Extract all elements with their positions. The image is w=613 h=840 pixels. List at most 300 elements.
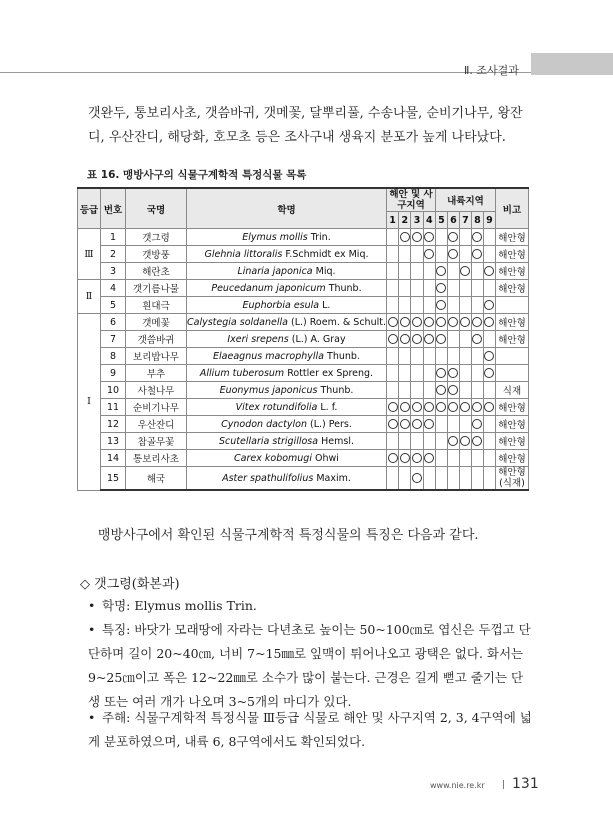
region-cell bbox=[459, 382, 471, 399]
presence-circle-icon bbox=[436, 300, 446, 310]
scientific-name-cell bbox=[187, 382, 387, 399]
bullet-text: 특징: 바닷가 모래땅에 자라는 다년초로 높이는 50~100㎝로 엽신은 두껍고 단단하며 길이 20~40㎝, 너비 7~15㎜로 잎맥이 튀어나오고 광택은 없다. 화서는 9~25㎝이고 폭은 12~22㎜로 소수가 많이 붙는다. 근경은 길게 뻗고 줄기는 단생 또는 여러 개가 나오며 3~5개의 마디가 있다. bbox=[88, 622, 531, 709]
species-authority: F.Schmidt ex Miq. bbox=[285, 248, 369, 260]
species-authority: Maxim. bbox=[316, 472, 351, 484]
region-cell bbox=[399, 467, 411, 491]
region-cell bbox=[423, 229, 435, 246]
species-authority: L. bbox=[322, 299, 331, 311]
region-cell bbox=[423, 280, 435, 297]
bullet-text: 주해: 식물구계학적 특정식물 Ⅲ등급 식물로 해안 및 사구지역 2, 3, 4구역에 넓게 분포하였으며, 내륙 6, 8구역에서도 확인되었다. bbox=[88, 710, 532, 749]
presence-circle-icon bbox=[448, 385, 458, 395]
region-cell bbox=[411, 314, 423, 331]
region-cell bbox=[447, 314, 459, 331]
note-cell bbox=[495, 365, 528, 382]
species-name: Aster spathulifolius bbox=[222, 472, 314, 484]
presence-circle-icon bbox=[472, 334, 482, 344]
note-cell: 해안형 bbox=[495, 433, 528, 450]
number-cell: 7 bbox=[101, 331, 126, 348]
region-cell bbox=[459, 467, 471, 491]
region-cell bbox=[399, 297, 411, 314]
scientific-name-cell bbox=[187, 416, 387, 433]
number-cell: 5 bbox=[101, 297, 126, 314]
number-cell: 11 bbox=[101, 399, 126, 416]
region-cell bbox=[411, 382, 423, 399]
scientific-name-cell bbox=[187, 467, 387, 491]
korean-name-cell: 참골무꽃 bbox=[126, 433, 187, 450]
region-cell bbox=[386, 450, 398, 467]
region-cell bbox=[423, 365, 435, 382]
korean-name-cell: 해란초 bbox=[126, 263, 187, 280]
region-cell bbox=[399, 246, 411, 263]
korean-name-cell: 우산잔디 bbox=[126, 416, 187, 433]
region-cell bbox=[483, 246, 495, 263]
region-cell bbox=[399, 331, 411, 348]
region-cell bbox=[483, 467, 495, 491]
region-cell bbox=[399, 416, 411, 433]
scientific-name-cell bbox=[187, 246, 387, 263]
region-header: 4 bbox=[423, 212, 435, 229]
korean-name-cell: 갯방풍 bbox=[126, 246, 187, 263]
scientific-name-cell bbox=[187, 331, 387, 348]
region-cell bbox=[399, 348, 411, 365]
species-authority: Thunb. bbox=[327, 350, 360, 362]
region-cell bbox=[483, 229, 495, 246]
region-cell bbox=[447, 263, 459, 280]
presence-circle-icon bbox=[472, 249, 482, 259]
region-cell bbox=[459, 331, 471, 348]
species-name: Allium tuberosum bbox=[199, 367, 285, 379]
korean-name-cell: 순비기나무 bbox=[126, 399, 187, 416]
korean-name-cell: 사철나무 bbox=[126, 382, 187, 399]
presence-circle-icon bbox=[436, 283, 446, 293]
region-cell bbox=[459, 229, 471, 246]
section-tab-bar bbox=[531, 53, 613, 75]
presence-circle-icon bbox=[448, 436, 458, 446]
region-header: 6 bbox=[447, 212, 459, 229]
region-cell bbox=[435, 382, 447, 399]
species-name: Elaeagnus macrophylla bbox=[213, 350, 324, 362]
section-label: Ⅱ. 조사결과 bbox=[464, 64, 519, 77]
number-cell: 13 bbox=[101, 433, 126, 450]
presence-circle-icon bbox=[460, 402, 470, 412]
region-cell bbox=[411, 297, 423, 314]
note-cell: 해안형 bbox=[495, 416, 528, 433]
scientific-name-cell bbox=[187, 348, 387, 365]
presence-circle-icon bbox=[412, 317, 422, 327]
region-cell bbox=[447, 365, 459, 382]
species-name: Cynodon dactylon bbox=[221, 418, 307, 430]
region-cell bbox=[483, 365, 495, 382]
species-name: Scutellaria strigillosa bbox=[219, 435, 319, 447]
presence-circle-icon bbox=[424, 419, 434, 429]
species-name: Peucedanum japonicum bbox=[211, 282, 326, 294]
presence-circle-icon bbox=[424, 453, 434, 463]
note-cell: 해안형 bbox=[495, 399, 528, 416]
region-cell bbox=[447, 348, 459, 365]
region-cell bbox=[459, 348, 471, 365]
region-cell bbox=[471, 365, 483, 382]
region-cell bbox=[435, 331, 447, 348]
region-cell bbox=[447, 246, 459, 263]
region-cell bbox=[435, 229, 447, 246]
region-cell bbox=[386, 280, 398, 297]
species-authority: Miq. bbox=[315, 265, 336, 277]
presence-circle-icon bbox=[388, 419, 398, 429]
presence-circle-icon bbox=[400, 419, 410, 429]
presence-circle-icon bbox=[448, 317, 458, 327]
species-name: Elymus mollis bbox=[242, 231, 308, 243]
presence-circle-icon bbox=[412, 334, 422, 344]
region-cell bbox=[423, 297, 435, 314]
korean-name-cell: 갯그령 bbox=[126, 229, 187, 246]
species-name: Calystegia soldanella bbox=[187, 316, 288, 328]
region-cell bbox=[447, 399, 459, 416]
region-cell bbox=[386, 263, 398, 280]
species-authority: Rottler ex Spreng. bbox=[287, 367, 374, 379]
presence-circle-icon bbox=[484, 368, 494, 378]
presence-circle-icon bbox=[424, 232, 434, 242]
region-header: 8 bbox=[471, 212, 483, 229]
number-cell: 10 bbox=[101, 382, 126, 399]
number-cell: 15 bbox=[101, 467, 126, 491]
presence-circle-icon bbox=[460, 436, 470, 446]
number-cell: 9 bbox=[101, 365, 126, 382]
region-cell bbox=[471, 229, 483, 246]
korean-name-cell: 통보리사초 bbox=[126, 450, 187, 467]
korean-name-cell: 해국 bbox=[126, 467, 187, 491]
region-cell bbox=[411, 399, 423, 416]
region-cell bbox=[423, 416, 435, 433]
presence-circle-icon bbox=[400, 453, 410, 463]
region-cell bbox=[471, 331, 483, 348]
presence-circle-icon bbox=[424, 249, 434, 259]
korean-name-cell: 갯메꽃 bbox=[126, 314, 187, 331]
presence-circle-icon bbox=[400, 317, 410, 327]
korean-name-cell: 흰대극 bbox=[126, 297, 187, 314]
region-header: 2 bbox=[399, 212, 411, 229]
number-cell: 4 bbox=[101, 280, 126, 297]
species-authority: Ohwi bbox=[315, 452, 339, 464]
region-cell bbox=[483, 416, 495, 433]
region-cell bbox=[399, 382, 411, 399]
header-inland: 내륙지역 bbox=[435, 188, 495, 212]
region-cell bbox=[483, 399, 495, 416]
presence-circle-icon bbox=[388, 334, 398, 344]
table-row bbox=[78, 297, 529, 314]
region-cell bbox=[386, 433, 398, 450]
region-header: 3 bbox=[411, 212, 423, 229]
table-row bbox=[78, 433, 529, 450]
region-cell bbox=[459, 297, 471, 314]
presence-circle-icon bbox=[436, 402, 446, 412]
presence-circle-icon bbox=[436, 317, 446, 327]
region-cell bbox=[471, 297, 483, 314]
region-cell bbox=[411, 348, 423, 365]
presence-circle-icon bbox=[484, 300, 494, 310]
region-cell bbox=[483, 382, 495, 399]
bullet-text: 학명: Elymus mollis Trin. bbox=[102, 598, 257, 613]
region-cell bbox=[471, 348, 483, 365]
region-cell bbox=[483, 263, 495, 280]
number-cell: 6 bbox=[101, 314, 126, 331]
region-cell bbox=[483, 433, 495, 450]
note-cell: 해안형 (식재) bbox=[495, 467, 528, 491]
species-authority: (L.) Roem. & Schult. bbox=[291, 316, 386, 328]
region-cell bbox=[386, 229, 398, 246]
region-cell bbox=[386, 246, 398, 263]
region-cell bbox=[411, 416, 423, 433]
page-number: 131 bbox=[512, 776, 539, 792]
bullet-features bbox=[88, 618, 533, 714]
note-cell: 해안형 bbox=[495, 450, 528, 467]
region-cell bbox=[399, 280, 411, 297]
note-cell: 해안형 bbox=[495, 280, 528, 297]
species-title: ◇ 갯그령(화본과) bbox=[80, 577, 180, 592]
region-cell bbox=[435, 416, 447, 433]
region-cell bbox=[471, 314, 483, 331]
region-cell bbox=[423, 314, 435, 331]
region-cell bbox=[399, 263, 411, 280]
species-authority: Hemsl. bbox=[321, 435, 354, 447]
region-cell bbox=[447, 433, 459, 450]
table-caption: 표 16. 맹방사구의 식물구계학적 특정식물 목록 bbox=[87, 169, 307, 181]
species-authority: (L.) A. Gray bbox=[291, 333, 346, 345]
presence-circle-icon bbox=[436, 266, 446, 276]
region-cell bbox=[411, 433, 423, 450]
region-cell bbox=[471, 399, 483, 416]
table-row bbox=[78, 467, 529, 491]
header-grade: 등급 bbox=[78, 188, 101, 229]
region-cell bbox=[447, 467, 459, 491]
species-authority: (L.) Pers. bbox=[310, 418, 352, 430]
region-cell bbox=[459, 263, 471, 280]
region-cell bbox=[471, 467, 483, 491]
region-cell bbox=[435, 348, 447, 365]
region-cell bbox=[459, 246, 471, 263]
presence-circle-icon bbox=[484, 266, 494, 276]
presence-circle-icon bbox=[460, 266, 470, 276]
note-cell: 해안형 bbox=[495, 229, 528, 246]
species-authority: Trin. bbox=[310, 231, 331, 243]
presence-circle-icon bbox=[400, 334, 410, 344]
table-row bbox=[78, 280, 529, 297]
table-row bbox=[78, 246, 529, 263]
presence-circle-icon bbox=[412, 232, 422, 242]
species-authority: L. f. bbox=[320, 401, 338, 413]
region-cell bbox=[386, 297, 398, 314]
note-cell: 해안형 bbox=[495, 314, 528, 331]
header-korean-name: 국명 bbox=[126, 188, 187, 229]
header-coastal: 해안 및 사구지역 bbox=[386, 188, 435, 212]
region-cell bbox=[399, 399, 411, 416]
region-cell bbox=[399, 433, 411, 450]
header-rule bbox=[0, 72, 531, 73]
region-cell bbox=[471, 433, 483, 450]
region-cell bbox=[423, 467, 435, 491]
presence-circle-icon bbox=[484, 402, 494, 412]
region-cell bbox=[483, 450, 495, 467]
region-cell bbox=[471, 263, 483, 280]
region-cell bbox=[411, 263, 423, 280]
bullet-scientific-name bbox=[88, 594, 533, 618]
region-cell bbox=[483, 280, 495, 297]
region-cell bbox=[435, 365, 447, 382]
scientific-name-cell bbox=[187, 280, 387, 297]
note-cell bbox=[495, 348, 528, 365]
presence-circle-icon bbox=[412, 453, 422, 463]
region-cell bbox=[386, 399, 398, 416]
region-cell bbox=[483, 314, 495, 331]
presence-circle-icon bbox=[388, 317, 398, 327]
number-cell: 12 bbox=[101, 416, 126, 433]
scientific-name-cell bbox=[187, 433, 387, 450]
region-cell bbox=[447, 280, 459, 297]
region-cell bbox=[423, 331, 435, 348]
region-cell bbox=[423, 382, 435, 399]
region-cell bbox=[471, 416, 483, 433]
table-row bbox=[78, 365, 529, 382]
region-cell bbox=[435, 433, 447, 450]
scientific-name-cell bbox=[187, 297, 387, 314]
header-scientific-name: 학명 bbox=[187, 188, 387, 229]
region-cell bbox=[399, 365, 411, 382]
presence-circle-icon bbox=[424, 317, 434, 327]
presence-circle-icon bbox=[472, 419, 482, 429]
region-cell bbox=[435, 246, 447, 263]
number-cell: 14 bbox=[101, 450, 126, 467]
region-cell bbox=[447, 229, 459, 246]
bullet-dot: • bbox=[88, 710, 96, 725]
species-authority: Thunb. bbox=[320, 384, 354, 396]
scientific-name-cell bbox=[187, 314, 387, 331]
bullet-dot: • bbox=[88, 622, 96, 637]
note-cell: 해안형 bbox=[495, 263, 528, 280]
presence-circle-icon bbox=[412, 419, 422, 429]
region-cell bbox=[423, 433, 435, 450]
header-number: 번호 bbox=[101, 188, 126, 229]
korean-name-cell: 부추 bbox=[126, 365, 187, 382]
region-header: 9 bbox=[483, 212, 495, 229]
footer-separator: | bbox=[502, 780, 506, 790]
region-cell bbox=[386, 331, 398, 348]
korean-name-cell: 보리밥나무 bbox=[126, 348, 187, 365]
region-cell bbox=[435, 399, 447, 416]
region-cell bbox=[411, 365, 423, 382]
region-cell bbox=[447, 297, 459, 314]
plant-table bbox=[77, 187, 529, 491]
presence-circle-icon bbox=[484, 317, 494, 327]
species-name: Linaria japonica bbox=[237, 265, 313, 277]
number-cell: 3 bbox=[101, 263, 126, 280]
region-cell bbox=[435, 450, 447, 467]
note-cell: 해안형 bbox=[495, 246, 528, 263]
intro-paragraph: 갯완두, 통보리사초, 갯씀바귀, 갯메꽃, 달뿌리풀, 수송나물, 순비기나무, 왕잔디, 우산잔디, 해당화, 호모초 등은 조사구내 생육지 분포가 높게 나타났다. bbox=[88, 106, 523, 145]
scientific-name-cell bbox=[187, 229, 387, 246]
presence-circle-icon bbox=[424, 402, 434, 412]
region-cell bbox=[435, 314, 447, 331]
region-cell bbox=[411, 467, 423, 491]
region-header: 7 bbox=[459, 212, 471, 229]
region-cell bbox=[447, 450, 459, 467]
region-cell bbox=[411, 229, 423, 246]
region-cell bbox=[423, 450, 435, 467]
region-cell bbox=[423, 246, 435, 263]
region-cell bbox=[386, 365, 398, 382]
number-cell: 1 bbox=[101, 229, 126, 246]
table-row bbox=[78, 229, 529, 246]
region-cell bbox=[483, 297, 495, 314]
region-cell bbox=[411, 280, 423, 297]
presence-circle-icon bbox=[448, 249, 458, 259]
region-cell bbox=[411, 246, 423, 263]
presence-circle-icon bbox=[472, 436, 482, 446]
presence-circle-icon bbox=[472, 402, 482, 412]
region-cell bbox=[386, 348, 398, 365]
region-cell bbox=[447, 382, 459, 399]
scientific-name-cell bbox=[187, 365, 387, 382]
grade-cell: Ⅰ bbox=[78, 314, 101, 491]
region-cell bbox=[483, 348, 495, 365]
region-cell bbox=[435, 263, 447, 280]
region-cell bbox=[459, 365, 471, 382]
number-cell: 8 bbox=[101, 348, 126, 365]
presence-circle-icon bbox=[424, 334, 434, 344]
region-cell bbox=[459, 433, 471, 450]
region-cell bbox=[471, 246, 483, 263]
region-cell bbox=[459, 314, 471, 331]
summary-text: 맹방사구에서 확인된 식물구계학적 특정식물의 특징은 다음과 같다. bbox=[98, 528, 479, 543]
species-name: Glehnia littoralis bbox=[204, 248, 283, 260]
presence-circle-icon bbox=[388, 402, 398, 412]
table-row bbox=[78, 450, 529, 467]
presence-circle-icon bbox=[448, 368, 458, 378]
bullet-notes bbox=[88, 706, 533, 754]
region-cell bbox=[435, 280, 447, 297]
presence-circle-icon bbox=[460, 317, 470, 327]
table-row bbox=[78, 399, 529, 416]
region-cell bbox=[459, 280, 471, 297]
note-cell bbox=[495, 297, 528, 314]
presence-circle-icon bbox=[472, 317, 482, 327]
presence-circle-icon bbox=[484, 351, 494, 361]
region-cell bbox=[435, 467, 447, 491]
region-cell bbox=[447, 331, 459, 348]
presence-circle-icon bbox=[412, 473, 422, 483]
table-body bbox=[78, 229, 529, 491]
presence-circle-icon bbox=[400, 232, 410, 242]
species-name: Euonymus japonicus bbox=[219, 384, 318, 396]
footer-url: www.nie.re.kr bbox=[430, 781, 485, 790]
species-name: Vitex rotundifolia bbox=[235, 401, 318, 413]
table-row bbox=[78, 314, 529, 331]
region-cell bbox=[411, 331, 423, 348]
species-authority: Thunb. bbox=[328, 282, 362, 294]
korean-name-cell: 갯씀바귀 bbox=[126, 331, 187, 348]
region-cell bbox=[471, 450, 483, 467]
number-cell: 2 bbox=[101, 246, 126, 263]
presence-circle-icon bbox=[448, 402, 458, 412]
presence-circle-icon bbox=[436, 368, 446, 378]
table-row bbox=[78, 348, 529, 365]
region-cell bbox=[386, 416, 398, 433]
region-cell bbox=[386, 467, 398, 491]
bullet-dot: • bbox=[88, 598, 96, 613]
scientific-name-cell bbox=[187, 399, 387, 416]
species-name: Carex kobomugi bbox=[234, 452, 312, 464]
table-row bbox=[78, 263, 529, 280]
presence-circle-icon bbox=[412, 402, 422, 412]
region-cell bbox=[471, 382, 483, 399]
